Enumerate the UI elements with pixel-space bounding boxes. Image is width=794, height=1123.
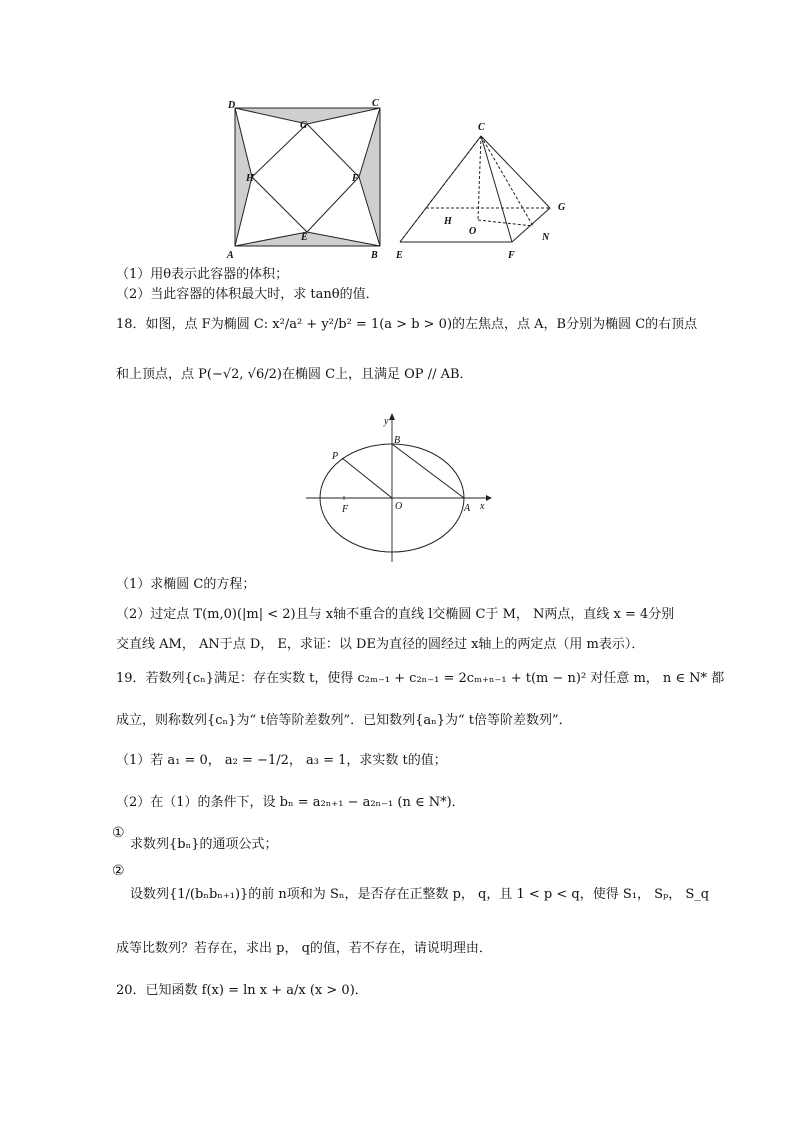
square-sheet-figure [222, 96, 392, 262]
p18-part2b: 交直线 AM， AN于点 D， E，求证：以 DE为直径的圆经过 x轴上的两定点（用 m表示）． [116, 637, 645, 652]
label-G: G [300, 120, 308, 131]
p19-sub2b: 成等比数列？若存在，求出 p， q的值，若不存在，请说明理由． [116, 941, 492, 956]
p20-line1: 20．已知函数 f(x) = ln x + a/x (x > 0)． [116, 983, 368, 998]
p19-sub1: 求数列{bₙ}的通项公式； [130, 837, 278, 852]
p18-line1: 18．如图，点 F为椭圆 C: x²/a² + y²/b² = 1(a > b > 0)的左焦点，点 A，B分别为椭圆 C的右顶点 [116, 317, 698, 332]
p19-part1: （1）若 a₁ = 0， a₂ = −1/2， a₃ = 1，求实数 t的值； [116, 753, 447, 768]
label-N: N [542, 232, 550, 243]
p19-sub2-marker: ② [112, 863, 125, 879]
p19-sub2: 设数列{1/(bₙbₙ₊₁)}的前 n项和为 Sₙ，是否存在正整数 p， q，且 1 < p < q，使得 S₁， Sₚ， S_q [130, 887, 710, 902]
label-F: F [352, 173, 359, 184]
p19-part2: （2）在（1）的条件下，设 bₙ = a₂ₙ₊₁ − a₂ₙ₋₁ (n ∈ N*)． [116, 795, 465, 810]
label-E: E [301, 232, 308, 243]
p19-sub1-marker: ① [112, 825, 125, 841]
label-F: F [342, 504, 349, 515]
label-A: A [227, 250, 234, 261]
p18-part2: （2）过定点 T(m,0)(|m| < 2)且与 x轴不重合的直线 l交椭圆 C于 M， N两点，直线 x = 4分别 [116, 607, 675, 622]
p19-line1: 19．若数列{cₙ}满足：存在实数 t，使得 c₂ₘ₋₁ + c₂ₙ₋₁ = 2cₘ₊ₙ₋₁ + t(m − n)² 对任意 m， n ∈ N* 都 [116, 671, 725, 686]
p17-part1: （1）用θ表示此容器的体积； [116, 267, 289, 282]
axis-x-label: x [480, 501, 485, 512]
label-C: C [372, 98, 379, 109]
p19-line2: 成立，则称数列{cₙ}为“ t倍等阶差数列”．已知数列{aₙ}为“ t倍等阶差数列”． [116, 713, 572, 728]
label-B: B [394, 435, 401, 446]
p18-part1: （1）求椭圆 C的方程； [116, 577, 256, 592]
label-H: H [444, 216, 452, 227]
pyramid-figure [390, 116, 580, 264]
label-D: D [228, 100, 236, 111]
label-O: O [469, 226, 477, 237]
label-F: F [508, 250, 515, 261]
label-A: A [464, 503, 471, 514]
label-G: G [558, 202, 566, 213]
label-B: B [371, 250, 378, 261]
axis-y-label: y [384, 416, 389, 427]
label-O: O [395, 501, 403, 512]
label-H: H [246, 173, 254, 184]
label-E: E [396, 250, 403, 261]
p17-part2: （2）当此容器的体积最大时，求 tanθ的值． [116, 287, 379, 302]
p18-line2: 和上顶点，点 P(−√2, √6/2)在椭圆 C上，且满足 OP // AB． [116, 367, 473, 382]
label-C: C [478, 122, 485, 133]
ellipse-figure [306, 410, 496, 565]
label-P: P [332, 451, 339, 462]
